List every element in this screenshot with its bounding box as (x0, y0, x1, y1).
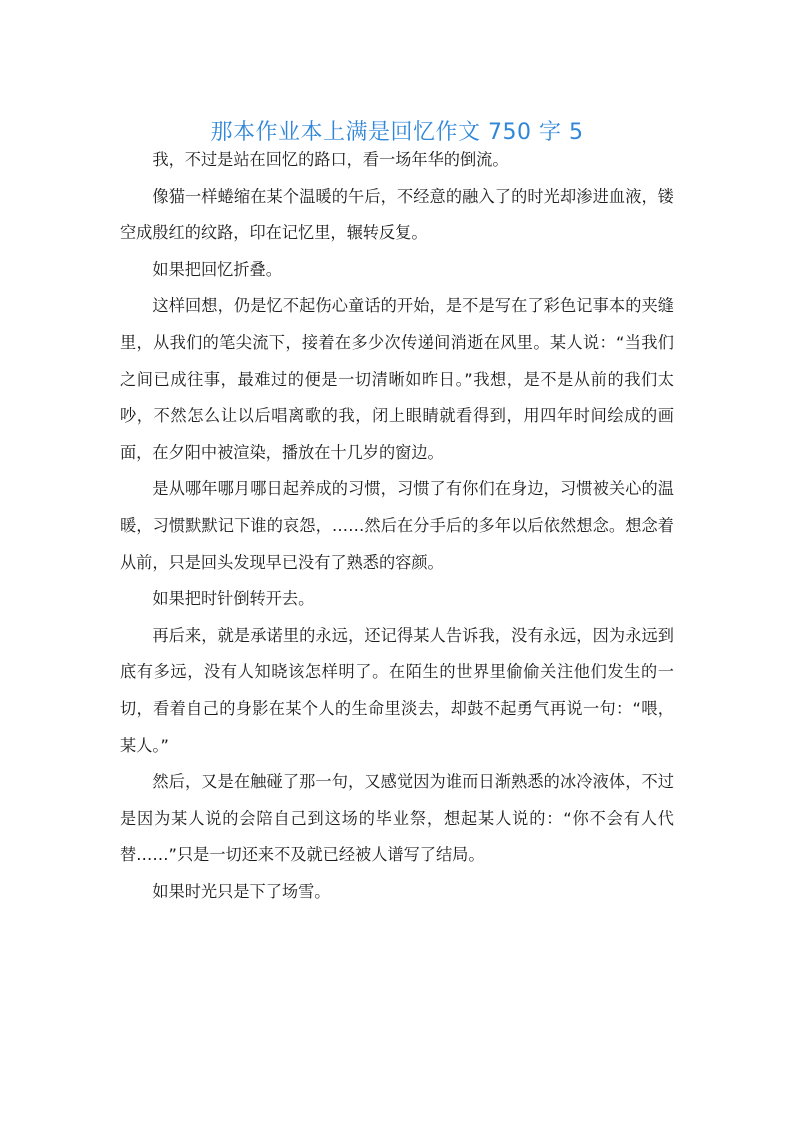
document-body (120, 142, 674, 910)
paragraph: 是从哪年哪月哪日起养成的习惯，习惯了有你们在身边，习惯被关心的温暖，习惯默默记下谁的哀怨，……然后在分手后的多年以后依然想念。想念着从前，只是回头发现早已没有了熟悉的容颜。 (120, 479, 674, 572)
paragraph: 这样回想，仍是忆不起伤心童话的开始，是不是写在了彩色记事本的夹缝里，从我们的笔尖流下，接着在多少次传递间消逝在风里。某人说：“当我们之间已成往事，最难过的便是一切清晰如昨日。”我想，是不是从前的我们太吵，不然怎么让以后唱离歌的我，闭上眼睛就看得到，用四年时间绘成的画面，在夕阳中被渲染，播放在十几岁的窗边。 (120, 296, 674, 462)
paragraph: 如果把回忆折叠。 (152, 259, 282, 279)
paragraph: 如果时光只是下了场雪。 (152, 881, 331, 901)
paragraph: 再后来，就是承诺里的永远，还记得某人告诉我，没有永远，因为永远到底有多远，没有人知晓该怎样明了。在陌生的世界里偷偷关注他们发生的一切，看着自己的身影在某个人的生命里淡去，却鼓不起勇气再说一句：“喂，某人。” (120, 625, 674, 755)
paragraph: 我，不过是站在回忆的路口，看一场年华的倒流。 (152, 150, 509, 169)
paragraph: 然后，又是在触碰了那一句，又感觉因为谁而日渐熟悉的冰冷液体，不过是因为某人说的会陪自己到这场的毕业祭，想起某人说的：“你不会有人代替……”只是一切还来不及就已经被人谱写了结局。 (120, 772, 674, 865)
document-title: 那本作业本上满是回忆作文 750 字 5 (210, 119, 584, 145)
paragraph: 如果把时针倒转开去。 (152, 589, 315, 609)
paragraph: 像猫一样蜷缩在某个温暖的午后，不经意的融入了的时光却渗进血液，镂空成殷红的纹路，印在记忆里，辗转反复。 (120, 186, 674, 243)
